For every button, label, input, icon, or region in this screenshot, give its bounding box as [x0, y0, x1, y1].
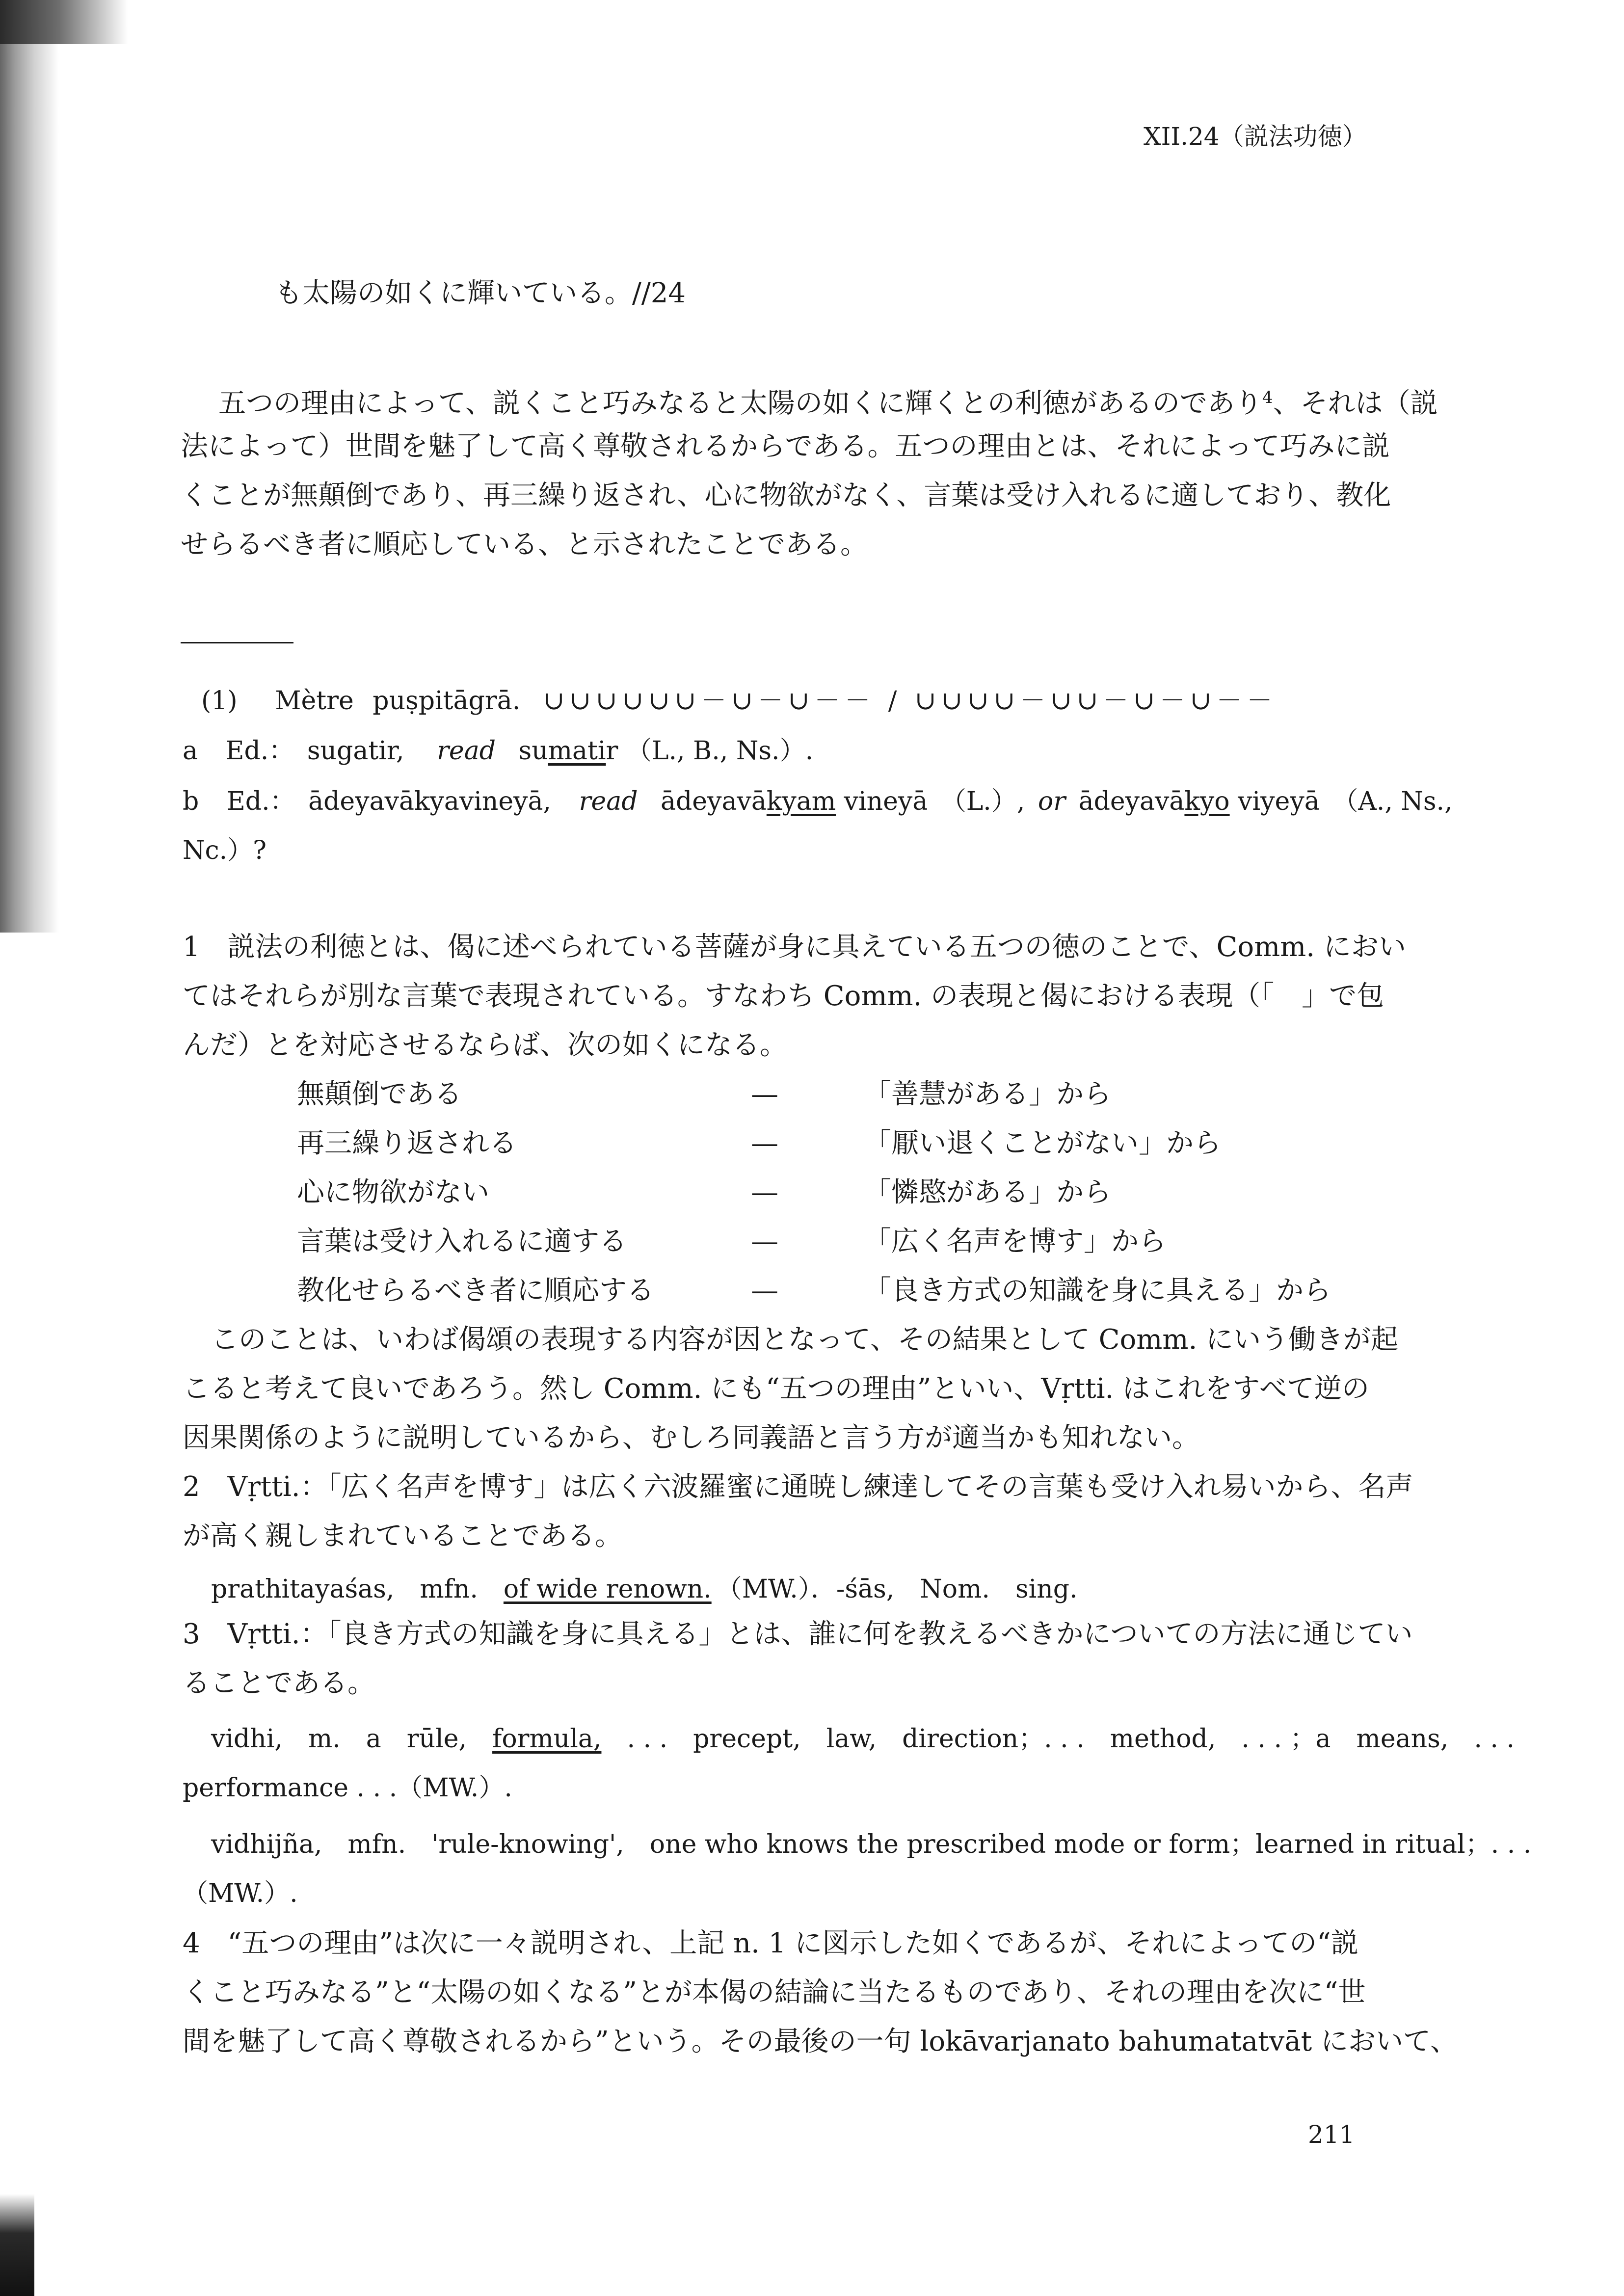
fn3-vidhi-post: . . . precept, law, direction；. . . method, . . . ；a means, . . .: [601, 1724, 1515, 1754]
note-b-continuation: Nc.）?: [183, 836, 267, 865]
fn3-line-2: ることである。: [183, 1667, 375, 1699]
note-b-c1-pre: ādeyavā: [661, 787, 767, 816]
fn1-line-3: んだ）とを対応させるならば、次の如くになる。: [183, 1029, 787, 1061]
fn3-vidhi-cont: performance . . .（MW.）.: [183, 1773, 512, 1803]
fn2-dict-pre: prathitayaśas, mfn.: [211, 1575, 504, 1604]
metre-name: puṣpitāgrā.: [373, 686, 521, 716]
fn2-line-1: 2 Vṛtti.：「広く名声を博す」は広く六波羅蜜に通暁し練達してその言葉も受け入れ易いから、名声: [183, 1471, 1413, 1503]
fn3-vidhi-entry: [211, 1718, 1515, 1755]
table-row-1-right: 「善慧がある」から: [864, 1078, 1111, 1110]
note-b-c2-post: viyeyā: [1229, 787, 1320, 816]
running-head: XII.24（説法功徳）: [1144, 122, 1367, 151]
note-b-read: read: [579, 787, 638, 816]
fn1-after-line-1: このことは、いわば偈頌の表現する内容が因となって、その結果として Comm. にいう働きが起: [211, 1324, 1399, 1356]
scan-shadow-left: [0, 0, 59, 933]
note-b-correction-1: [661, 787, 928, 816]
fn3-vidhijna-cont: （MW.）.: [183, 1879, 298, 1908]
note-a-read: read: [437, 736, 496, 766]
note-a-correction-pre: su: [518, 736, 548, 766]
note-b-c1-post: vineyā: [836, 787, 928, 816]
note-b-correction-2: [1079, 787, 1320, 816]
translation-line-4: せらるべき者に順応している、と示されたことである。: [181, 529, 868, 561]
fn1-line-1: 1 説法の利徳とは、偈に述べられている菩薩が身に具えている五つの徳のことで、Comm. におい: [183, 931, 1406, 963]
translation-line-3: くことが無顛倒であり、再三繰り返され、心に物欲がなく、言葉は受け入れるに適しており、教化: [181, 480, 1391, 511]
table-row-4-right: 「広く名声を博す」から: [864, 1226, 1166, 1257]
fn3-line-1: 3 Vṛtti.：「良き方式の知識を身に具える」とは、誰に何を教えるべきかについての方法に通じてい: [183, 1618, 1413, 1650]
note-b-c2-ul: kyo: [1184, 787, 1230, 816]
textual-note-b: [183, 780, 1453, 817]
table-row-3-right: 「憐愍がある」から: [864, 1176, 1111, 1208]
table-row-5-dash: —: [751, 1275, 778, 1307]
note-a-reading: sugatir,: [307, 736, 404, 766]
note-a-correction-ul: mati: [548, 736, 606, 766]
fn2-dictionary-entry: [211, 1568, 1078, 1605]
note-b-c2-pre: ādeyavā: [1078, 787, 1185, 816]
note-b-c1-ul: kyam: [766, 787, 836, 816]
note-b-ed: Ed.：: [226, 787, 295, 816]
fn4-line-2: くこと巧みなる”と“太陽の如くなる”とが本偈の結論に当たるものであり、それの理由を次に“世: [183, 1976, 1366, 2008]
page-number: 211: [1308, 2120, 1355, 2149]
scan-mark-bottom: [0, 2194, 34, 2296]
note-a-sources: （L., B., Ns.）.: [626, 736, 814, 766]
note-b-or: or: [1038, 787, 1066, 816]
table-row-2-right: 「厭い退くことがない」から: [864, 1127, 1221, 1159]
table-row-2-left: 再三繰り返される: [297, 1127, 517, 1159]
footnote-ref-4[interactable]: 4: [1262, 388, 1273, 407]
note-a-correction: [519, 736, 618, 766]
translation-text-1: 五つの理由によって、説くこと巧みなると太陽の如くに輝くとの利徳があるのであり: [218, 387, 1262, 420]
metre-note-number: (1): [201, 686, 238, 716]
fn3-vidhijna-entry: vidhijña, mfn. 'rule-knowing', one who knows the prescribed mode or form；learned in ritual；. . .: [211, 1830, 1532, 1859]
table-row-3-left: 心に物欲がない: [297, 1176, 489, 1208]
table-row-4-left: 言葉は受け入れるに適する: [297, 1226, 627, 1257]
table-row-1-dash: —: [751, 1078, 778, 1110]
fn2-line-2: が高く親しまれていることである。: [183, 1520, 622, 1552]
metre-label: Mètre: [275, 686, 354, 716]
note-b-c1-src: （L.）,: [940, 787, 1025, 816]
translation-line-1: [218, 373, 1438, 428]
fn4-line-1: 4 “五つの理由”は次に一々説明され、上記 n. 1 に図示した如くであるが、それによっての“説: [183, 1927, 1358, 1959]
fn3-vidhi-pre: vidhi, m. a rūle,: [211, 1724, 493, 1754]
note-b-c2-src: （A., Ns.,: [1332, 787, 1453, 816]
table-row-1-left: 無顛倒である: [297, 1078, 462, 1110]
table-row-5-right: 「良き方式の知識を身に具える」から: [864, 1275, 1331, 1307]
footnote-separator: [181, 642, 293, 643]
metre-pattern: ∪∪∪∪∪∪－∪－∪－－ / ∪∪∪∪－∪∪－∪－∪－－: [543, 686, 1278, 716]
metre-note: [201, 680, 1278, 717]
table-row-4-dash: —: [751, 1226, 778, 1257]
note-b-letter: b: [183, 787, 199, 816]
fn4-line-3: 間を魅了して高く尊敬されるから”という。その最後の一句 lokāvarjanato bahumatatvāt において、: [183, 2026, 1458, 2057]
fn1-after-line-2: こると考えて良いであろう。然し Comm. にも“五つの理由”といい、Vṛtti. はこれをすべて逆の: [183, 1373, 1370, 1405]
table-row-2-dash: —: [751, 1127, 778, 1159]
note-a-letter: a: [183, 736, 198, 766]
fn2-dict-gloss: of wide renown.: [503, 1575, 712, 1604]
table-row-3-dash: —: [751, 1176, 778, 1208]
textual-note-a: [183, 730, 813, 767]
note-a-ed: Ed.：: [225, 736, 294, 766]
fn1-after-line-3: 因果関係のように説明しているから、むしろ同義語と言う方が適当かも知れない。: [183, 1422, 1199, 1454]
fn3-vidhi-formula: formula,: [492, 1724, 602, 1754]
fn2-dict-post: （MW.）．-śās, Nom. sing.: [716, 1575, 1078, 1604]
translation-text-1b: 、それは（説: [1273, 387, 1438, 420]
note-a-correction-post: r: [606, 736, 618, 766]
verse-end-line: も太陽の如くに輝いている。//24: [275, 277, 686, 309]
translation-line-2: 法によって）世間を魅了して高く尊敬されるからである。五つの理由とは、それによって巧みに説: [181, 430, 1390, 462]
table-row-5-left: 教化せらるべき者に順応する: [297, 1275, 654, 1307]
note-b-reading: ādeyavākyavineyā,: [308, 787, 552, 816]
fn1-line-2: てはそれらが別な言葉で表現されている。すなわち Comm. の表現と偈における表現（「 」で包: [183, 980, 1384, 1012]
scan-shadow-top: [0, 0, 128, 44]
